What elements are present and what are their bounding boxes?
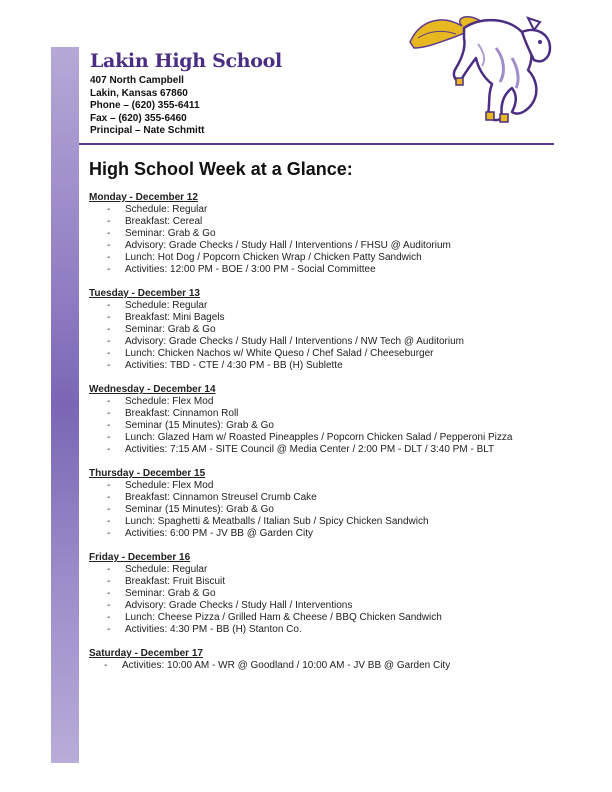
day-heading: Tuesday - December 13 xyxy=(89,288,200,299)
page-title: High School Week at a Glance: xyxy=(89,159,353,179)
schedule-entry xyxy=(89,216,559,228)
entry-text: Activities: 4:30 PM - BB (H) Stanton Co. xyxy=(125,624,302,635)
schedule-entry xyxy=(89,528,559,540)
week-schedule xyxy=(89,192,559,684)
list-dash: - xyxy=(107,348,111,359)
day-section xyxy=(89,468,559,540)
list-dash: - xyxy=(107,240,111,251)
list-dash: - xyxy=(107,576,111,587)
schedule-entry xyxy=(89,504,559,516)
entry-text: Advisory: Grade Checks / Study Hall / Interventions xyxy=(125,600,353,611)
day-entries xyxy=(89,300,559,372)
schedule-entry xyxy=(89,324,559,336)
day-entries xyxy=(89,204,559,276)
decorative-side-bar xyxy=(51,47,79,763)
entry-text: Schedule: Flex Mod xyxy=(125,396,214,407)
day-heading: Monday - December 12 xyxy=(89,192,198,203)
list-dash: - xyxy=(107,612,111,623)
contact-block xyxy=(90,75,204,138)
entry-text: Seminar (15 Minutes): Grab & Go xyxy=(125,504,274,515)
entry-text: Breakfast: Cereal xyxy=(125,216,203,227)
list-dash: - xyxy=(107,504,111,515)
day-section xyxy=(89,552,559,636)
entry-text: Activities: 6:00 PM - JV BB @ Garden City xyxy=(125,528,313,539)
schedule-entry xyxy=(89,204,559,216)
list-dash: - xyxy=(107,336,111,347)
list-dash: - xyxy=(107,564,111,575)
schedule-entry xyxy=(89,228,559,240)
day-entries xyxy=(89,564,559,636)
schedule-entry xyxy=(89,420,559,432)
schedule-entry xyxy=(89,600,559,612)
entry-text: Activities: 10:00 AM - WR @ Goodland / 10:00 AM - JV BB @ Garden City xyxy=(122,660,451,671)
day-entries xyxy=(89,396,559,456)
entry-text: Activities: 12:00 PM - BOE / 3:00 PM - Social Committee xyxy=(125,264,376,275)
list-dash: - xyxy=(107,588,111,599)
list-dash: - xyxy=(107,360,111,371)
schedule-entry xyxy=(89,360,559,372)
day-heading: Saturday - December 17 xyxy=(89,648,203,659)
schedule-entry xyxy=(89,300,559,312)
schedule-entry xyxy=(89,564,559,576)
list-dash: - xyxy=(107,600,111,611)
list-dash: - xyxy=(107,264,111,275)
entry-text: Activities: 7:15 AM - SITE Council @ Media Center / 2:00 PM - DLT / 3:40 PM - BLT xyxy=(125,444,495,455)
list-dash: - xyxy=(107,492,111,503)
principal-name: Principal – Nate Schmitt xyxy=(90,125,205,136)
day-section xyxy=(89,288,559,372)
entry-text: Seminar: Grab & Go xyxy=(125,228,216,239)
list-dash: - xyxy=(107,444,111,455)
list-dash: - xyxy=(107,432,111,443)
list-dash: - xyxy=(107,312,111,323)
list-dash: - xyxy=(107,420,111,431)
entry-text: Breakfast: Mini Bagels xyxy=(125,312,225,323)
day-entries xyxy=(89,660,559,672)
list-dash: - xyxy=(107,204,111,215)
entry-text: Schedule: Flex Mod xyxy=(125,480,214,491)
schedule-entry xyxy=(89,624,559,636)
day-heading: Wednesday - December 14 xyxy=(89,384,216,395)
schedule-entry xyxy=(89,312,559,324)
list-dash: - xyxy=(107,324,111,335)
day-entries xyxy=(89,480,559,540)
entry-text: Seminar (15 Minutes): Grab & Go xyxy=(125,420,274,431)
phone-number: Phone – (620) 355-6411 xyxy=(90,100,200,111)
list-dash: - xyxy=(107,624,111,635)
entry-text: Activities: TBD - CTE / 4:30 PM - BB (H) Sublette xyxy=(125,360,343,371)
schedule-entry xyxy=(89,348,559,360)
day-heading: Friday - December 16 xyxy=(89,552,191,563)
schedule-entry xyxy=(89,660,559,672)
entry-text: Advisory: Grade Checks / Study Hall / Interventions / NW Tech @ Auditorium xyxy=(125,336,464,347)
entry-text: Lunch: Cheese Pizza / Grilled Ham & Cheese / BBQ Chicken Sandwich xyxy=(125,612,442,623)
fax-number: Fax – (620) 355-6460 xyxy=(90,112,187,124)
schedule-entry xyxy=(89,432,559,444)
list-dash: - xyxy=(107,300,111,311)
schedule-entry xyxy=(89,444,559,456)
entry-text: Breakfast: Cinnamon Streusel Crumb Cake xyxy=(125,492,317,503)
list-dash: - xyxy=(104,660,108,671)
schedule-entry xyxy=(89,516,559,528)
schedule-entry xyxy=(89,576,559,588)
schedule-entry xyxy=(89,588,559,600)
address-line-1: 407 North Campbell xyxy=(90,75,184,86)
entry-text: Seminar: Grab & Go xyxy=(125,324,216,335)
entry-text: Advisory: Grade Checks / Study Hall / Interventions / FHSU @ Auditorium xyxy=(125,240,451,251)
entry-text: Lunch: Chicken Nachos w/ White Queso / Chef Salad / Cheeseburger xyxy=(125,348,434,359)
entry-text: Seminar: Grab & Go xyxy=(125,588,216,599)
list-dash: - xyxy=(107,228,111,239)
day-section xyxy=(89,384,559,456)
schedule-entry xyxy=(89,252,559,264)
entry-text: Schedule: Regular xyxy=(125,300,208,311)
mustang-horse-logo xyxy=(404,8,554,132)
entry-text: Lunch: Glazed Ham w/ Roasted Pineapples / Popcorn Chicken Salad / Pepperoni Pizza xyxy=(125,432,513,443)
list-dash: - xyxy=(107,252,111,263)
entry-text: Lunch: Hot Dog / Popcorn Chicken Wrap / Chicken Patty Sandwich xyxy=(125,252,422,263)
list-dash: - xyxy=(107,516,111,527)
entry-text: Schedule: Regular xyxy=(125,204,208,215)
day-section xyxy=(89,192,559,276)
list-dash: - xyxy=(107,528,111,539)
list-dash: - xyxy=(107,216,111,227)
school-name: Lakin High School xyxy=(90,50,282,72)
schedule-entry xyxy=(89,612,559,624)
list-dash: - xyxy=(107,408,111,419)
entry-text: Lunch: Spaghetti & Meatballs / Italian Sub / Spicy Chicken Sandwich xyxy=(125,516,429,527)
header-divider xyxy=(79,143,554,145)
schedule-entry xyxy=(89,492,559,504)
list-dash: - xyxy=(107,480,111,491)
list-dash: - xyxy=(107,396,111,407)
schedule-entry xyxy=(89,240,559,252)
entry-text: Breakfast: Cinnamon Roll xyxy=(125,408,239,419)
entry-text: Schedule: Regular xyxy=(125,564,208,575)
entry-text: Breakfast: Fruit Biscuit xyxy=(125,576,226,587)
address-line-2: Lakin, Kansas 67860 xyxy=(90,87,188,99)
schedule-entry xyxy=(89,336,559,348)
schedule-entry xyxy=(89,480,559,492)
day-heading: Thursday - December 15 xyxy=(89,468,206,479)
schedule-entry xyxy=(89,408,559,420)
schedule-entry xyxy=(89,396,559,408)
schedule-entry xyxy=(89,264,559,276)
day-section xyxy=(89,648,559,672)
